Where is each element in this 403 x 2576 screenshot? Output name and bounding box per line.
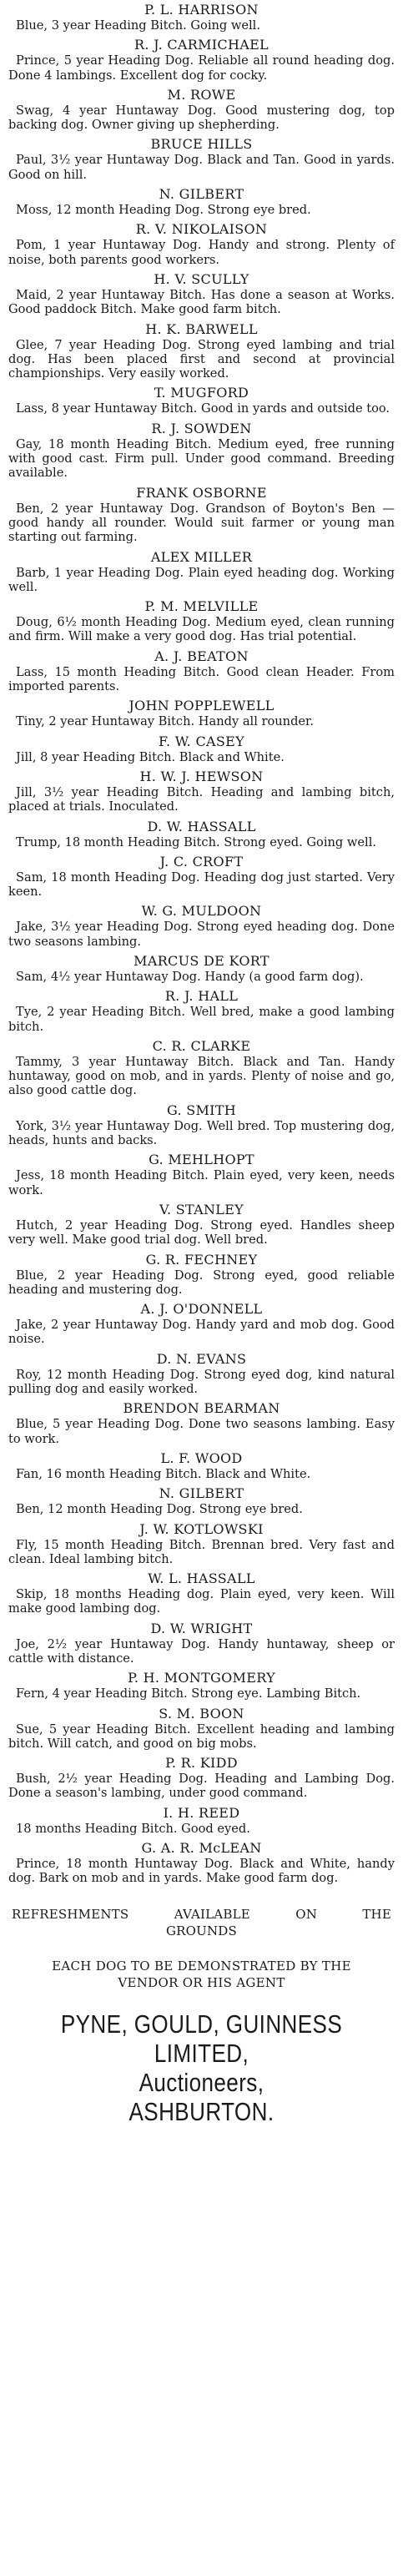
entry-dog-description: Ben, 12 month Heading Dog. Strong eye bred. bbox=[16, 1502, 303, 1517]
entry-owner-name: L. F. WOOD bbox=[160, 1449, 243, 1466]
entry-dog-description: Blue, 3 year Heading Bitch. Going well. bbox=[16, 18, 260, 33]
dog-entry bbox=[8, 1805, 395, 1836]
entry-owner-name: P. H. MONTGOMERY bbox=[128, 1670, 275, 1686]
dog-entry bbox=[8, 549, 395, 595]
vendor-note-line2: VENDOR OR HIS AGENT bbox=[118, 1974, 285, 1990]
entry-owner-name: F. W. CASEY bbox=[159, 733, 244, 749]
dog-entry bbox=[8, 1670, 395, 1701]
entry-owner-name: JOHN POPPLEWELL bbox=[128, 698, 275, 714]
refreshments-notice bbox=[8, 1906, 395, 1923]
entry-owner-name: I. H. REED bbox=[163, 1804, 240, 1821]
dog-entry bbox=[8, 485, 395, 545]
entry-owner-name: A. J. BEATON bbox=[154, 648, 249, 664]
dog-entry bbox=[8, 1038, 395, 1098]
entry-owner-name: R. V. NIKOLAISON bbox=[135, 221, 268, 238]
entry-dog-description: York, 3½ year Huntaway Dog. Well bred. Top mustering dog, heads, hunts and backs. bbox=[8, 1118, 395, 1148]
dog-entry bbox=[8, 1351, 395, 1397]
entry-dog-description: Trump, 18 month Heading Bitch. Strong eyed. Going well. bbox=[16, 834, 376, 849]
entry-dog-description: Tiny, 2 year Huntaway Bitch. Handy all rounder. bbox=[16, 714, 315, 729]
entry-owner-name: R. J. HALL bbox=[164, 988, 239, 1005]
entry-dog-description: Gay, 18 month Heading Bitch. Medium eyed, free running with good cast. Firm pull. Under good command. Breeding available. bbox=[8, 436, 395, 481]
entry-dog-description: Jake, 2 year Huntaway Dog. Handy yard and mob dog. Good noise. bbox=[8, 1318, 395, 1347]
entry-owner-name: T. MUGFORD bbox=[154, 385, 249, 401]
entry-dog-description: Hutch, 2 year Heading Dog. Strong eyed. Handles sheep very well. Make good trial dog. Well bred. bbox=[8, 1217, 395, 1248]
entry-owner-name: P. L. HARRISON bbox=[144, 2, 259, 18]
entry-owner-name: S. M. BOON bbox=[159, 1705, 244, 1722]
entry-owner-name: ALEX MILLER bbox=[150, 548, 253, 565]
dog-entry bbox=[8, 598, 395, 644]
entry-dog-description: Glee, 7 year Heading Dog. Strong eyed lambing and trial dog. Has been placed first and second at provincial championships. Very easily worked. bbox=[8, 337, 395, 381]
dog-entry bbox=[8, 1301, 395, 1347]
auctioneer-company-name: PYNE, GOULD, GUINNESS bbox=[60, 2009, 343, 2039]
dog-entry bbox=[8, 37, 395, 83]
dog-entry bbox=[8, 2, 395, 33]
entry-owner-name: R. J. CARMICHAEL bbox=[134, 37, 269, 53]
entry-owner-name: N. GILBERT bbox=[159, 186, 244, 203]
refreshments-notice-line2: GROUNDS bbox=[165, 1923, 238, 1938]
entry-dog-description: Ben, 2 year Huntaway Dog. Grandson of Boyton's Ben — good handy all rounder. Would suit farmer or young man starting out farming. bbox=[8, 501, 395, 545]
entry-dog-description: Jill, 3½ year Heading Bitch. Heading and lambing bitch, placed at trials. Inoculated. bbox=[8, 784, 395, 814]
entry-owner-name: V. STANLEY bbox=[159, 1201, 244, 1217]
dog-entry bbox=[8, 87, 395, 133]
entry-dog-description: Tye, 2 year Heading Bitch. Well bred, make a good lambing bitch. bbox=[8, 1005, 395, 1034]
entry-owner-name: J. C. CROFT bbox=[159, 853, 244, 870]
dog-entry bbox=[8, 1521, 395, 1567]
entry-owner-name: G. SMITH bbox=[166, 1101, 237, 1118]
dog-entry bbox=[8, 854, 395, 900]
entry-dog-description: Prince, 5 year Heading Dog. Reliable all round heading dog. Done 4 lambings. Excellent dog for cocky. bbox=[8, 53, 395, 83]
dog-entry bbox=[8, 186, 395, 217]
vendor-note-line1: EACH DOG TO BE DEMONSTRATED BY THE bbox=[52, 1958, 351, 1974]
auctioneer-location: ASHBURTON. bbox=[128, 2096, 275, 2126]
dog-entry bbox=[8, 1400, 395, 1446]
entry-owner-name: H. W. J. HEWSON bbox=[139, 768, 264, 784]
entry-dog-description: Sue, 5 year Heading Bitch. Excellent heading and lambing bitch. Will catch, and good on big mobs. bbox=[8, 1722, 395, 1751]
entry-dog-description: Jess, 18 month Heading Bitch. Plain eyed, very keen, needs work. bbox=[8, 1168, 395, 1197]
dog-entry bbox=[8, 1570, 395, 1616]
dog-entry bbox=[8, 321, 395, 381]
entry-dog-description: Roy, 12 month Heading Dog. Strong eyed dog, kind natural pulling dog and easily worked. bbox=[8, 1367, 395, 1397]
refreshments-notice-line2-wrap bbox=[8, 1923, 395, 1939]
entry-dog-description: Lass, 8 year Huntaway Bitch. Good in yards and outside too. bbox=[16, 401, 390, 416]
dog-entry bbox=[8, 1252, 395, 1298]
entry-dog-description: Sam, 4½ year Huntaway Dog. Handy (a good farm dog). bbox=[16, 969, 364, 984]
dog-entry bbox=[8, 385, 395, 416]
entry-dog-description: Fern, 4 year Heading Bitch. Strong eye. Lambing Bitch. bbox=[16, 1686, 361, 1701]
entry-dog-description: Swag, 4 year Huntaway Dog. Good mustering dog, top backing dog. Owner giving up shepherding. bbox=[8, 103, 395, 133]
dog-entry bbox=[8, 1840, 395, 1886]
dog-entry bbox=[8, 136, 395, 182]
entry-owner-name: G. A. R. McLEAN bbox=[141, 1840, 262, 1857]
dog-entry bbox=[8, 648, 395, 694]
dog-entry bbox=[8, 421, 395, 481]
entry-dog-description: Skip, 18 months Heading dog. Plain eyed, very keen. Will make good lambing dog. bbox=[8, 1587, 395, 1616]
entry-dog-description: Blue, 5 year Heading Dog. Done two seasons lambing. Easy to work. bbox=[8, 1417, 395, 1446]
dog-entry bbox=[8, 1450, 395, 1481]
entry-dog-description: Barb, 1 year Heading Dog. Plain eyed heading dog. Working well. bbox=[8, 565, 395, 594]
entry-dog-description: Pom, 1 year Huntaway Dog. Handy and strong. Plenty of noise, both parents good workers. bbox=[8, 238, 395, 267]
entry-owner-name: FRANK OSBORNE bbox=[136, 484, 267, 501]
entry-owner-name: W. G. MULDOON bbox=[141, 903, 262, 920]
entry-dog-description: Maid, 2 year Huntaway Bitch. Has done a season at Works. Good paddock Bitch. Make good farm bitch. bbox=[8, 287, 395, 317]
entry-dog-description: Bush, 2½ year Heading Dog. Heading and Lambing Dog. Done a season's lambing, under good command. bbox=[8, 1772, 395, 1801]
entry-dog-description: Joe, 2½ year Huntaway Dog. Handy huntaway, sheep or cattle with distance. bbox=[8, 1636, 395, 1666]
entry-list bbox=[8, 2, 395, 1886]
entry-dog-description: Prince, 18 month Huntaway Dog. Black and White, handy dog. Bark on mob and in yards. Make good farm dog. bbox=[8, 1857, 395, 1886]
dog-entry bbox=[8, 1706, 395, 1752]
dog-entry bbox=[8, 953, 395, 984]
entry-dog-description: Jake, 3½ year Heading Dog. Strong eyed heading dog. Done two seasons lambing. bbox=[8, 920, 395, 949]
entry-owner-name: H. K. BARWELL bbox=[145, 320, 258, 337]
entry-owner-name: P. R. KIDD bbox=[165, 1755, 238, 1772]
entry-dog-description: 18 months Heading Bitch. Good eyed. bbox=[16, 1821, 250, 1836]
vendor-demonstration-note bbox=[8, 1958, 395, 1991]
entry-dog-description: Moss, 12 month Heading Dog. Strong eye bred. bbox=[16, 203, 311, 218]
dog-entry bbox=[8, 1485, 395, 1516]
entry-dog-description: Doug, 6½ month Heading Dog. Medium eyed, clean running and firm. Will make a very good dog. Has trial potential. bbox=[8, 615, 395, 644]
refreshments-notice-line1: REFRESHMENTS AVAILABLE ON THE bbox=[12, 1906, 391, 1922]
dog-entry bbox=[8, 1202, 395, 1248]
entry-owner-name: G. R. FECHNEY bbox=[145, 1251, 258, 1268]
entry-owner-name: D. W. HASSALL bbox=[147, 818, 256, 834]
entry-dog-description: Lass, 15 month Heading Bitch. Good clean Header. From imported parents. bbox=[8, 664, 395, 694]
entry-owner-name: P. M. MELVILLE bbox=[144, 598, 259, 615]
entry-owner-name: MARCUS DE KORT bbox=[133, 952, 270, 969]
entry-owner-name: W. L. HASSALL bbox=[148, 1570, 255, 1587]
entry-owner-name: M. ROWE bbox=[167, 86, 236, 103]
auctioneer-block bbox=[39, 2009, 364, 2126]
entry-dog-description: Blue, 2 year Heading Dog. Strong eyed, good reliable heading and mustering dog. bbox=[8, 1268, 395, 1297]
entry-dog-description: Tammy, 3 year Huntaway Bitch. Black and Tan. Handy huntaway, good on mob, and in yards. Plenty of noise and go, also good cattle dog. bbox=[8, 1054, 395, 1098]
entry-owner-name: H. V. SCULLY bbox=[154, 270, 249, 287]
dog-entry bbox=[8, 1102, 395, 1148]
entry-owner-name: BRUCE HILLS bbox=[150, 136, 253, 153]
entry-owner-name: BRENDON BEARMAN bbox=[123, 1400, 280, 1417]
dog-entry bbox=[8, 988, 395, 1034]
entry-dog-description: Paul, 3½ year Huntaway Dog. Black and Tan. Good in yards. Good on hill. bbox=[8, 153, 395, 182]
dog-entry bbox=[8, 698, 395, 728]
entry-dog-description: Jill, 8 year Heading Bitch. Black and White. bbox=[16, 749, 285, 764]
entry-owner-name: N. GILBERT bbox=[159, 1485, 244, 1502]
dog-entry bbox=[8, 769, 395, 814]
dog-entry bbox=[8, 221, 395, 267]
entry-owner-name: A. J. O'DONNELL bbox=[140, 1301, 263, 1318]
dog-entry bbox=[8, 1755, 395, 1801]
dog-entry bbox=[8, 1621, 395, 1666]
dog-entry bbox=[8, 819, 395, 849]
entry-owner-name: J. W. KOTLOWSKI bbox=[139, 1520, 264, 1537]
entry-owner-name: D. N. EVANS bbox=[156, 1350, 247, 1367]
entry-dog-description: Fan, 16 month Heading Bitch. Black and White. bbox=[16, 1466, 311, 1481]
dog-entry bbox=[8, 903, 395, 949]
auctioneer-role: Auctioneers, bbox=[139, 2067, 264, 2097]
entry-dog-description: Sam, 18 month Heading Dog. Heading dog just started. Very keen. bbox=[8, 870, 395, 900]
dog-entry bbox=[8, 733, 395, 764]
entry-owner-name: D. W. WRIGHT bbox=[150, 1620, 253, 1636]
entry-owner-name: C. R. CLARKE bbox=[152, 1037, 251, 1054]
entry-owner-name: G. MEHLHOPT bbox=[149, 1152, 254, 1168]
entry-owner-name: R. J. SOWDEN bbox=[151, 420, 252, 436]
dog-entry bbox=[8, 271, 395, 317]
auctioneer-company-suffix: LIMITED, bbox=[154, 2038, 249, 2068]
dog-entry bbox=[8, 1152, 395, 1197]
entry-dog-description: Fly, 15 month Heading Bitch. Brennan bred. Very fast and clean. Ideal lambing bitch. bbox=[8, 1537, 395, 1566]
